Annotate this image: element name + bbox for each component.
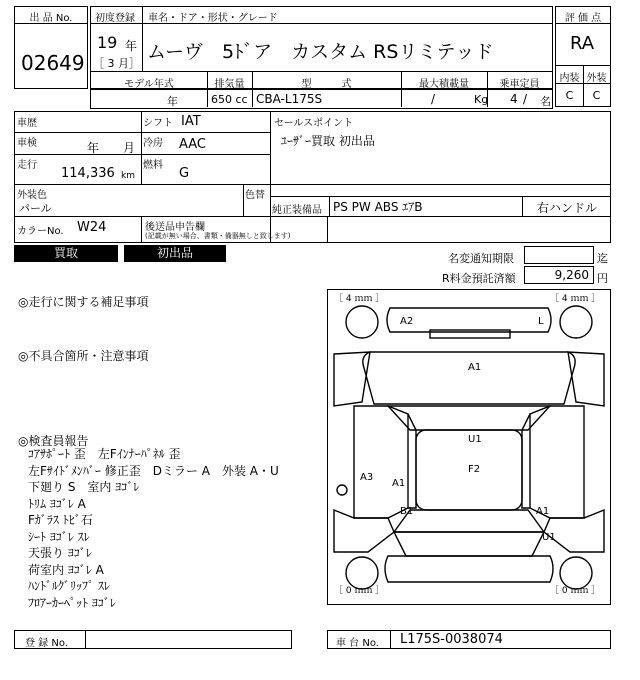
fuel-label: 燃料	[143, 160, 163, 171]
name-change-unit: 迄	[597, 252, 608, 265]
report-line: Fｶﾞﾗｽ ﾄﾋﾞ石	[28, 513, 93, 527]
report-line: ｺｱｻﾎﾟｰﾄ 歪 左Fｲﾝﾅｰﾊﾟﾈﾙ 歪	[28, 447, 181, 461]
report-line: 下廻り S 室内 ﾖｺﾞﾚ	[28, 480, 140, 494]
standard-equip-label: 純正装備品	[272, 205, 322, 216]
first-reg-month: ［ 3 月］	[93, 57, 140, 70]
first-reg-label: 初度登録	[95, 13, 135, 24]
ac-value: AAC	[179, 137, 206, 152]
exterior-label: 外装	[586, 73, 607, 84]
model-code: CBA-L175S	[256, 92, 323, 106]
capacity-label: 乗車定員	[499, 79, 540, 90]
mark-hood-a1: A1	[468, 362, 482, 373]
car-outline-svg	[328, 290, 610, 604]
recycle-value: 9,260	[554, 268, 589, 282]
year-unit: 年	[125, 39, 138, 53]
steering-value: 右ハンドル	[537, 201, 598, 215]
capacity: 4	[510, 92, 518, 106]
chassis-no-value: L175S-0038074	[400, 632, 503, 647]
mileage-label: 走行	[17, 160, 37, 171]
history-label: 車歴	[17, 118, 37, 129]
recycle-unit: 円	[597, 272, 608, 285]
fuel-value: G	[179, 166, 190, 181]
inspector-report-lines	[28, 446, 328, 611]
post-report-label: 後送品申告欄	[145, 222, 205, 233]
ac-label: 冷房	[143, 138, 163, 149]
chassis-no-label: 車 台 No.	[336, 638, 379, 649]
color-no-value: W24	[77, 220, 107, 235]
mark-rear-right-a1: A1	[536, 506, 550, 517]
spec-row	[90, 72, 553, 109]
car-name: ムーヴ 5ﾄﾞア カスタム RSリミテッド	[147, 41, 494, 63]
reg-no-box	[14, 630, 292, 649]
mark-rear-left-b1: B1	[400, 506, 414, 517]
inspection-label: 車検	[17, 138, 37, 149]
car-desc-label: 車名・ドア・形状・グレード	[148, 13, 278, 24]
wheel-front-left	[346, 306, 378, 338]
details-grid	[14, 111, 611, 243]
model-label: 型 式	[301, 79, 352, 90]
car-diagram	[327, 289, 611, 605]
rear-bumper	[385, 556, 553, 582]
tire-front-right: ［ 4 ｍｍ ］	[550, 294, 601, 304]
color-change-label: 色替	[245, 190, 265, 201]
mark-fender-a3: A3	[360, 472, 374, 483]
standard-equip-value: PS PW ABS ｴｱB	[333, 200, 423, 214]
inspector-report-label: ◎検査員報告	[18, 434, 89, 448]
hood	[363, 352, 575, 404]
name-change-box	[524, 246, 594, 264]
mark-front-bumper-a2: A2	[400, 316, 414, 327]
mark-rear-right-u1: U1	[542, 532, 556, 543]
exterior-score: C	[592, 89, 601, 102]
report-line: ﾌﾛｱｰｶｰﾍﾟｯﾄ ﾖｺﾞﾚ	[28, 595, 116, 610]
buyback-badge: 買取	[14, 245, 118, 262]
name-change-label: 名変通知期限	[448, 252, 514, 265]
first-listing-badge: 初出品	[124, 245, 226, 262]
shift-label: シフト	[143, 118, 173, 129]
lot-number: 02649	[21, 51, 85, 75]
model-year-label: モデル年式	[124, 79, 174, 90]
recycle-box	[524, 266, 594, 284]
eval-score: RA	[570, 33, 595, 54]
rear-quarter-right	[544, 510, 604, 552]
fuel-door	[337, 485, 347, 495]
color-no-label: カラーNo.	[17, 226, 64, 237]
mark-left-door-a1: A1	[392, 478, 406, 489]
front-fender-right	[568, 352, 604, 406]
capacity-sep: /	[523, 92, 528, 106]
first-reg-year: 19	[97, 33, 118, 52]
ext-color-value: パール	[19, 202, 52, 215]
interior-score: C	[565, 89, 574, 102]
max-load-unit: Kg	[474, 93, 489, 106]
inspection-value: 年 月	[87, 141, 136, 155]
mileage-value: 114,336	[61, 166, 115, 181]
rear-window	[394, 510, 544, 532]
report-line: 天張り ﾖｺﾞﾚ	[28, 546, 92, 560]
displacement-label: 排気量	[214, 79, 245, 90]
tailgate	[394, 532, 544, 556]
eval-label: 評 価 点	[564, 13, 602, 24]
mark-roof-f2: F2	[468, 464, 481, 475]
body-side-right	[530, 406, 584, 518]
report-line: 左Fｻｲﾄﾞﾒﾝﾊﾞｰ 修正歪 Dミラー A 外装 A・U	[28, 463, 279, 478]
lot-label: 出 品 No.	[29, 13, 73, 24]
lot-box	[14, 6, 88, 89]
eval-box	[555, 6, 611, 107]
mark-front-bumper-l: L	[538, 316, 544, 327]
wheel-front-right	[560, 306, 592, 338]
tire-rear-left: ［ 0 ｍｍ ］	[334, 586, 385, 596]
report-line: ｼｰﾄ ﾖｺﾞﾚ ｽﾚ	[28, 529, 90, 544]
sales-point-value: ﾕｰｻﾞｰ買取 初出品	[281, 134, 375, 148]
report-line: ﾄﾘﾑ ﾖｺﾞﾚ A	[28, 496, 86, 511]
front-grille	[430, 330, 510, 338]
mark-roof-u1: U1	[468, 434, 482, 445]
driving-notes-label: ◎走行に関する補足事項	[18, 295, 149, 309]
ext-color-label: 外装色	[17, 190, 47, 201]
chassis-no-box	[327, 630, 611, 649]
reg-no-label: 登 録 No.	[25, 638, 68, 649]
body-side-left	[354, 406, 408, 518]
report-line: ﾊﾝﾄﾞﾙｸﾞﾘｯﾌﾟ ｽﾚ	[28, 579, 110, 593]
sales-point-label: セールスポイント	[274, 118, 354, 129]
model-year-unit: 年	[167, 95, 178, 108]
post-report-note: (記載が無い場合、書類・備器無しと致します)	[145, 232, 291, 240]
displacement: 650 cc	[211, 93, 248, 106]
defect-notes-label: ◎不具合箇所・注意事項	[18, 349, 149, 363]
tire-rear-right: ［ 0 ｍｍ ］	[550, 586, 601, 596]
front-fender-left	[334, 352, 370, 406]
mileage-unit: km	[121, 171, 135, 181]
shift-value: IAT	[181, 114, 201, 129]
recycle-label: R料金預託済額	[442, 272, 516, 285]
capacity-unit: 名	[540, 95, 551, 108]
tire-front-left: ［ 4 ｍｍ ］	[334, 294, 385, 304]
max-load-label: 最大積載量	[419, 79, 469, 90]
rear-quarter-left	[334, 510, 394, 552]
report-line: 荷室内 ﾖｺﾞﾚ A	[28, 562, 104, 577]
max-load: /	[431, 92, 436, 106]
interior-label: 内装	[559, 73, 580, 84]
windshield	[388, 406, 550, 430]
